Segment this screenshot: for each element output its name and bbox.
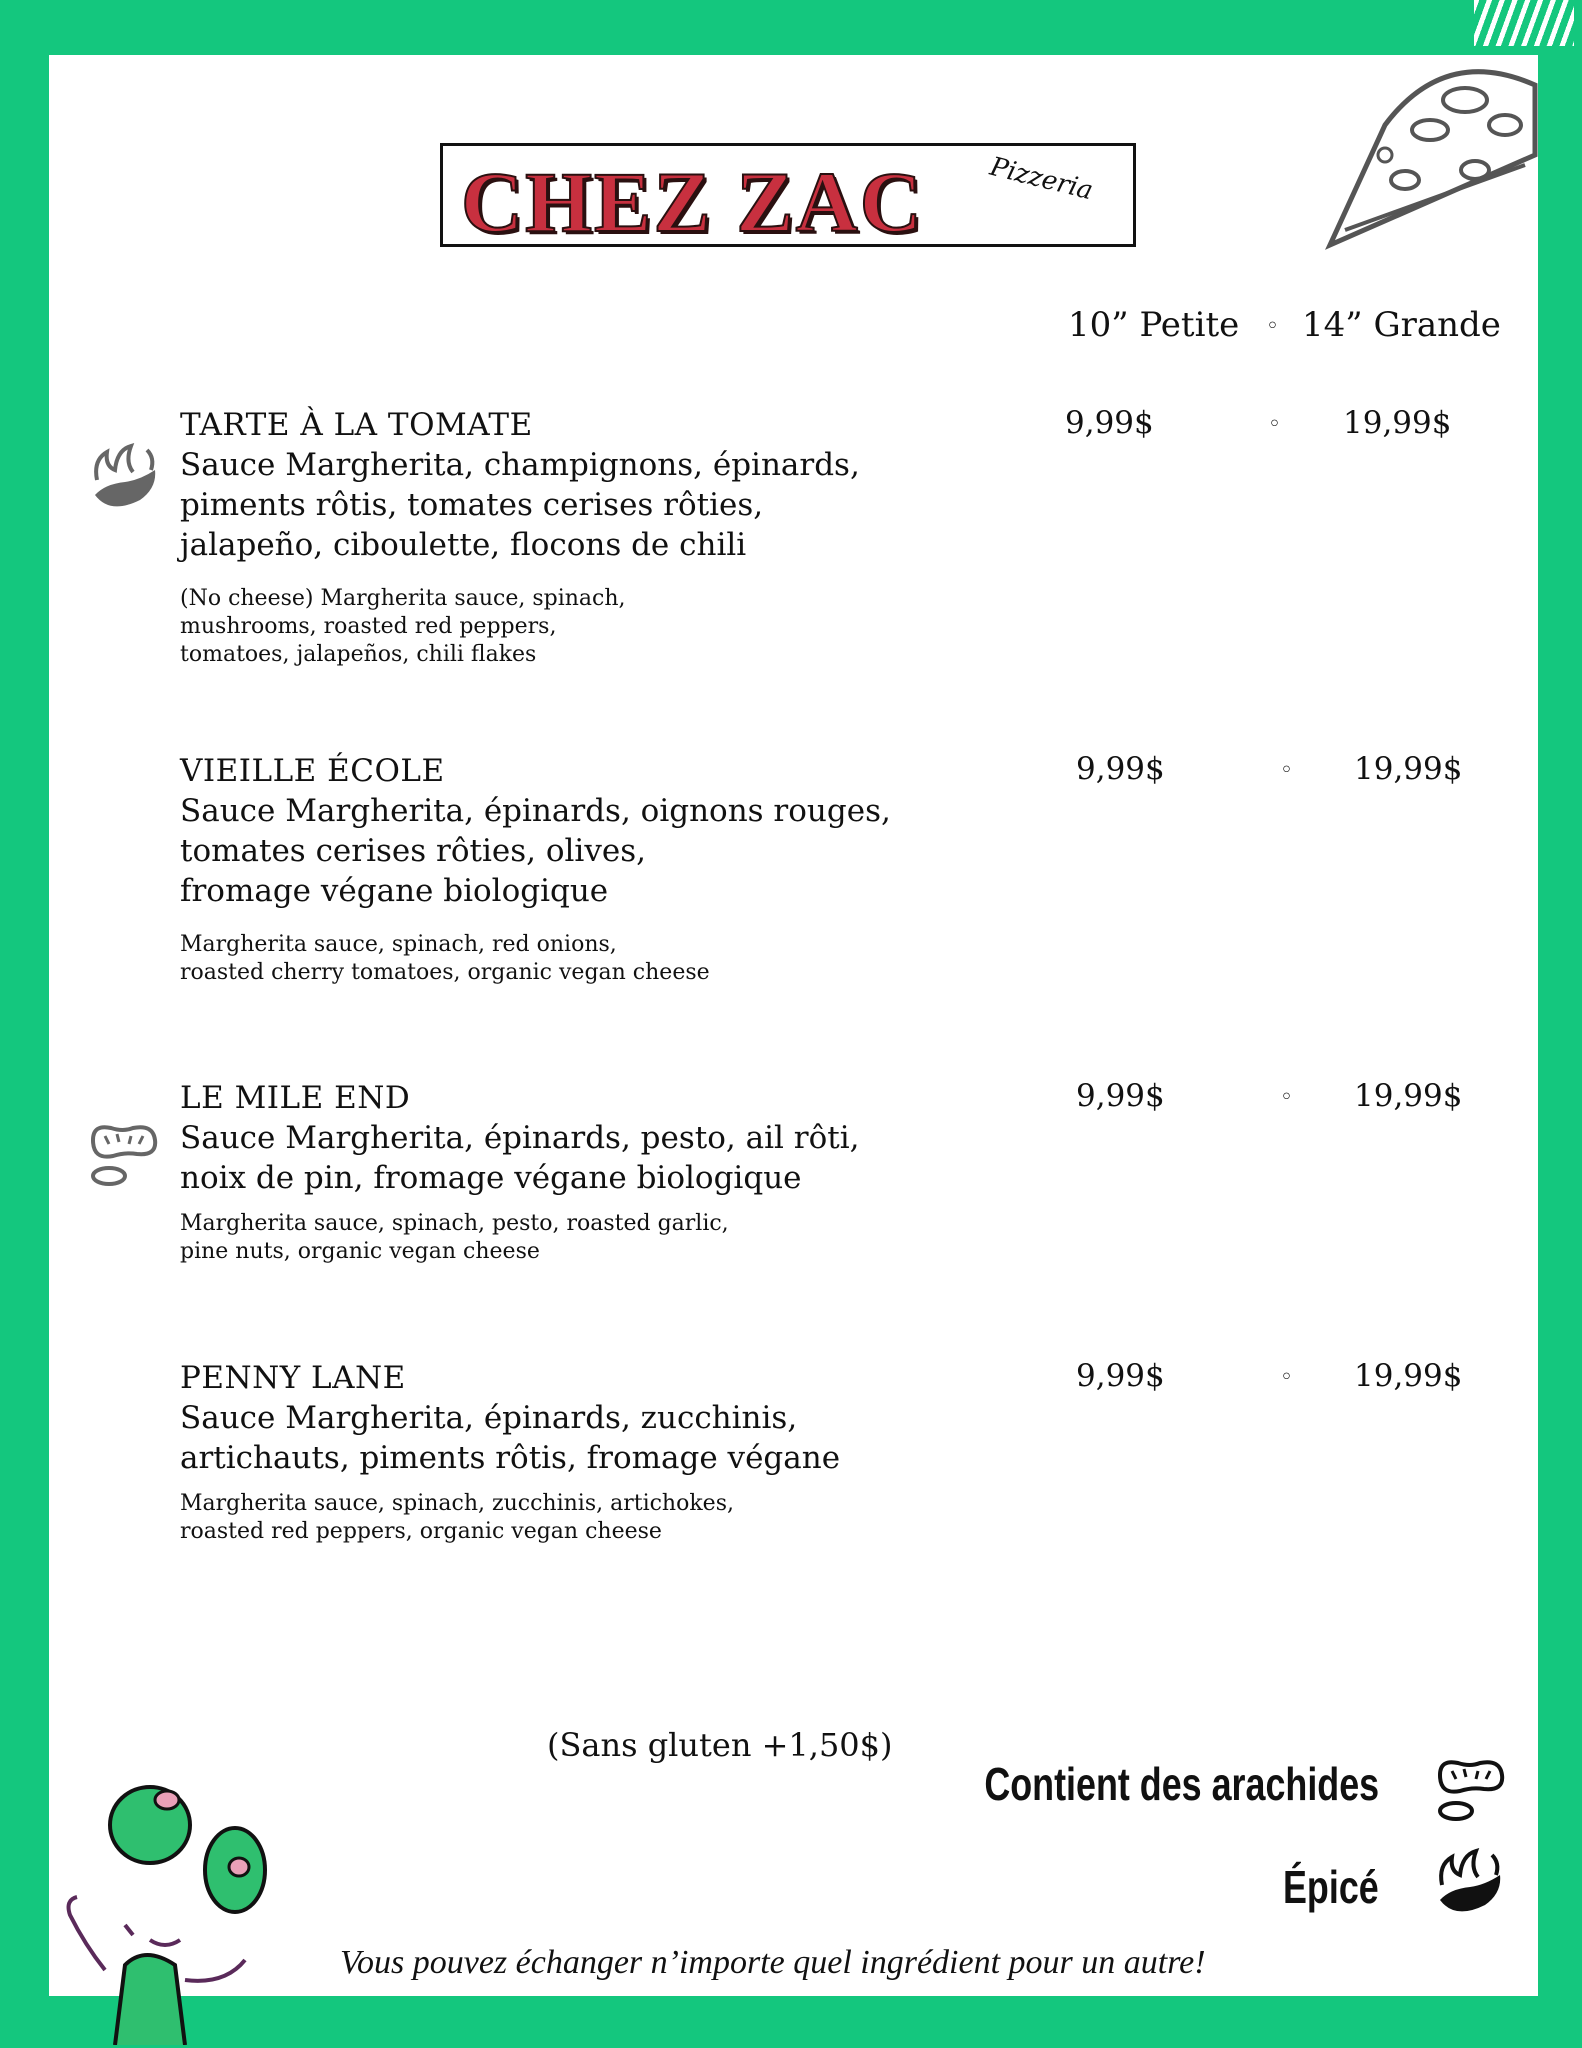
legend-spicy-label: Épicé <box>1283 1861 1379 1913</box>
price-large: 19,99$ <box>1343 405 1452 441</box>
item-description-en: (No cheese) Margherita sauce, spinach, mushrooms, roasted red peppers, tomatoes, jalapeños, chili flakes <box>180 586 626 667</box>
peanut-icon <box>1432 1755 1512 1825</box>
footer-note: Vous pouvez échanger n’importe quel ingrédient pour un autre! <box>340 1944 1206 1981</box>
menu-page <box>49 55 1538 1996</box>
item-description-en: Margherita sauce, spinach, pesto, roasted garlic, pine nuts, organic vegan cheese <box>180 1211 729 1264</box>
pizza-slice-icon <box>1325 55 1540 255</box>
gluten-free-note: (Sans gluten +1,50$) <box>547 1726 893 1764</box>
item-description-en: Margherita sauce, spinach, zucchinis, artichokes, roasted red peppers, organic vegan cheese <box>180 1491 734 1544</box>
price-small: 9,99$ <box>1065 405 1154 441</box>
logo-name: CHEZ ZAC <box>461 154 924 250</box>
menu-item <box>180 1358 980 1546</box>
price-separator: ◦ <box>1280 758 1293 783</box>
item-name: PENNY LANE <box>180 1360 406 1396</box>
price-large: 19,99$ <box>1354 1358 1463 1394</box>
legend-peanuts-label: Contient des arachides <box>984 1758 1379 1810</box>
corner-stripes-decoration <box>1474 0 1574 46</box>
logo-subtitle: Pizzeria <box>986 151 1096 207</box>
olive-character-icon <box>55 1775 285 2045</box>
size-small-header: 10” Petite <box>1068 305 1240 345</box>
price-separator: ◦ <box>1280 1365 1293 1390</box>
size-large-header: 14” Grande <box>1302 305 1501 345</box>
item-description-fr: Sauce Margherita, épinards, zucchinis, artichauts, piments rôtis, fromage végane <box>180 1400 841 1476</box>
size-separator: ◦ <box>1266 314 1279 339</box>
menu-item <box>180 751 980 987</box>
item-description-en: Margherita sauce, spinach, red onions, roasted cherry tomatoes, organic vegan cheese <box>180 932 710 985</box>
price-small: 9,99$ <box>1076 1078 1165 1114</box>
item-name: VIEILLE ÉCOLE <box>180 753 445 789</box>
price-large: 19,99$ <box>1354 751 1463 787</box>
price-large: 19,99$ <box>1354 1078 1463 1114</box>
chili-icon <box>1430 1845 1510 1925</box>
peanut-icon <box>85 1120 165 1190</box>
item-description-fr: Sauce Margherita, champignons, épinards, piments rôtis, tomates cerises rôties, jalapeño, ciboulette, flocons de chili <box>180 447 860 563</box>
chili-icon <box>85 440 165 520</box>
item-name: LE MILE END <box>180 1080 411 1116</box>
logo <box>440 143 1136 250</box>
price-separator: ◦ <box>1268 412 1281 437</box>
menu-item <box>180 405 980 669</box>
price-small: 9,99$ <box>1076 1358 1165 1394</box>
price-separator: ◦ <box>1280 1085 1293 1110</box>
item-description-fr: Sauce Margherita, épinards, pesto, ail rôti, noix de pin, fromage végane biologique <box>180 1120 860 1196</box>
price-small: 9,99$ <box>1076 751 1165 787</box>
item-description-fr: Sauce Margherita, épinards, oignons rouges, tomates cerises rôties, olives, fromage végane biologique <box>180 793 891 909</box>
item-name: TARTE À LA TOMATE <box>180 407 533 443</box>
menu-item <box>180 1078 980 1266</box>
